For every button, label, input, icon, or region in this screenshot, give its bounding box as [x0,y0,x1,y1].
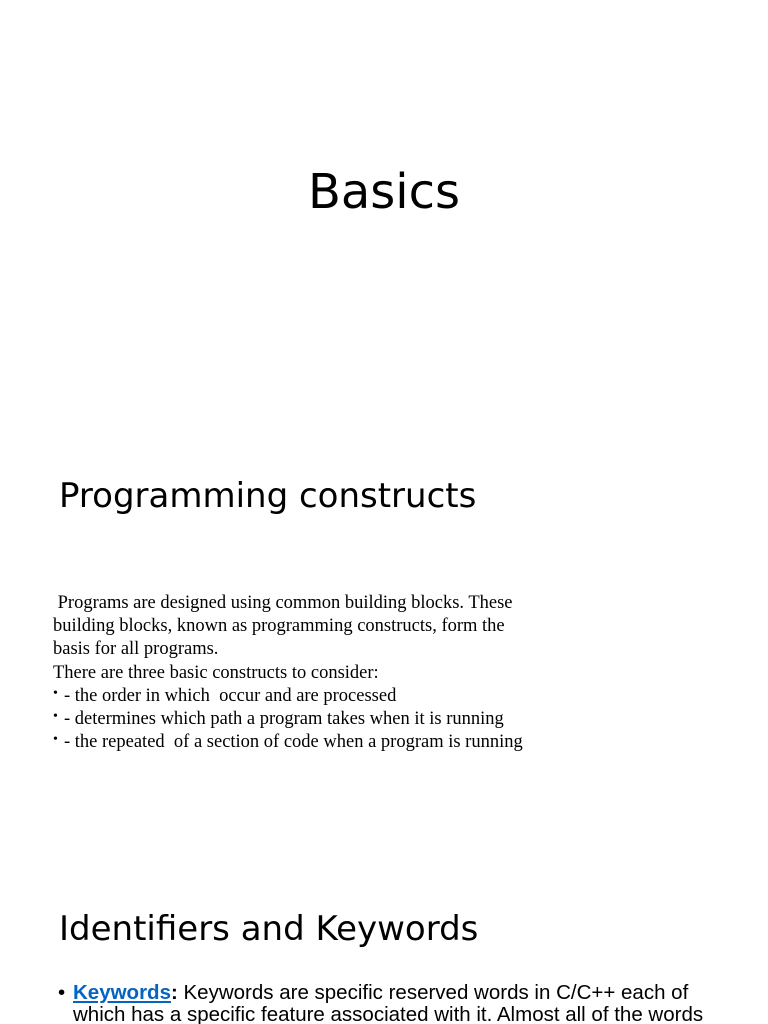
keywords-description: Keywords are specific reserved words in C/C++ each of which has a specific feature associated with it. Almost all of the words [73,981,704,1024]
list-item [53,685,553,708]
programming-constructs-heading: Programming constructs [59,476,477,516]
identifiers-keywords-heading: Identifiers and Keywords [59,909,479,949]
keywords-list [58,982,718,1024]
list-item [53,708,553,731]
list-item-text: - determines which path a program takes when it is running [64,709,504,730]
body-line: Programs are designed using common building blocks. These [53,593,513,613]
body-line: building blocks, known as programming constructs, form the [53,616,505,637]
list-item [53,731,553,754]
bullet-icon: • [53,732,58,748]
list-item-text: - the order in which occur and are processed [64,685,397,706]
programming-constructs-body [53,592,553,754]
bullet-icon: • [58,981,66,1004]
list-item-text: - the repeated of a section of code when a program is running [64,732,523,753]
list-item [58,982,718,1024]
constructs-list [53,685,553,755]
title-slide [0,0,768,384]
bullet-icon: • [53,685,58,701]
body-line: basis for all programs. [53,639,219,660]
bullet-icon: • [53,709,58,725]
slide-title: Basics [307,164,461,220]
body-line: There are three basic constructs to consider: [53,662,379,683]
keywords-link[interactable]: Keywords [73,981,171,1004]
keywords-colon: : [170,981,178,1004]
